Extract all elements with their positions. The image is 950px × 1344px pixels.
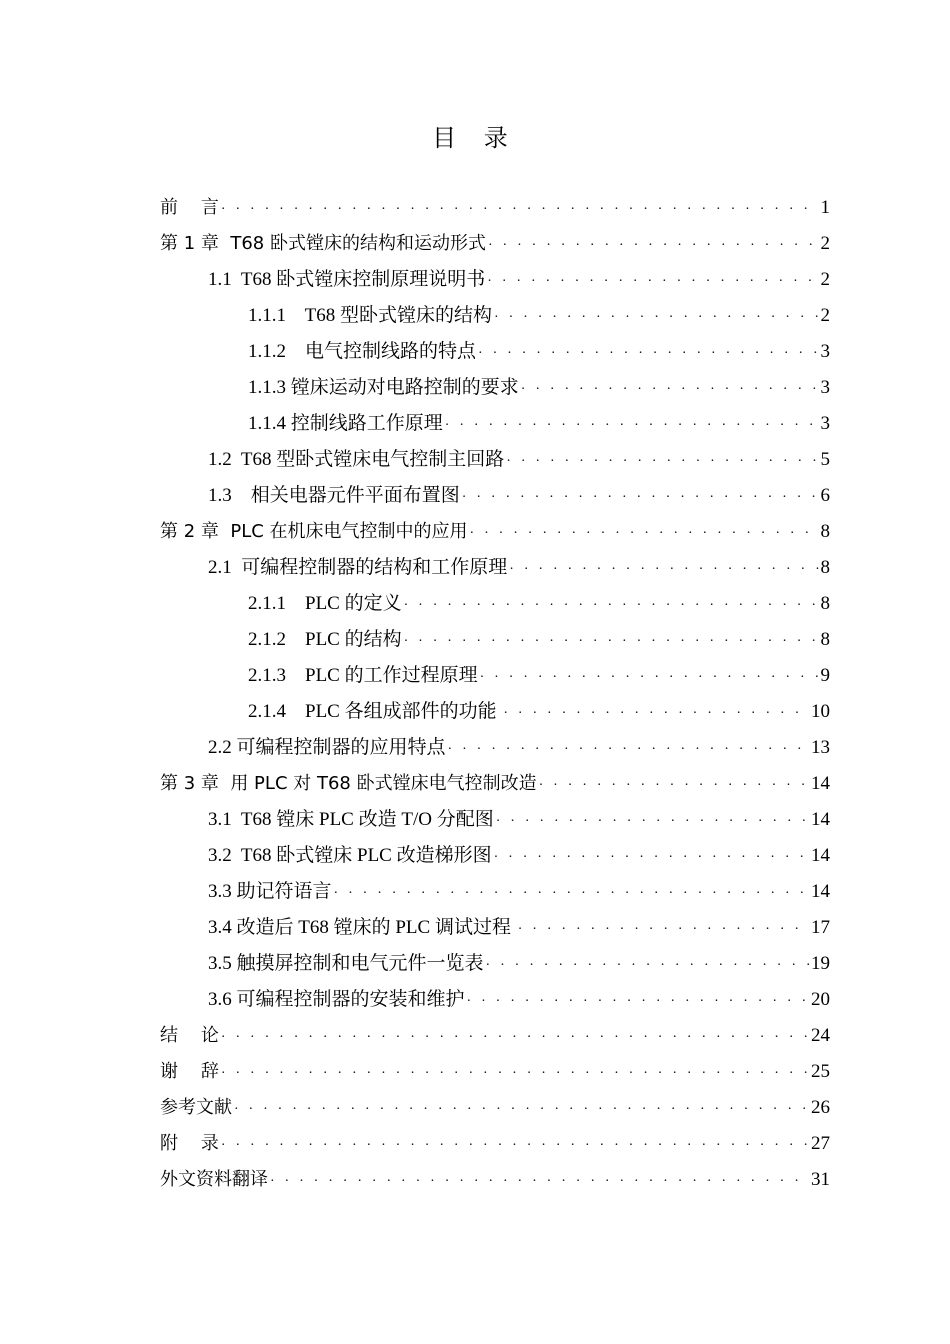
dot-leader xyxy=(404,588,819,624)
toc-entry[interactable] xyxy=(160,190,830,226)
toc-entry-label: 1.1 T68 卧式镗床控制原理说明书 xyxy=(208,269,486,290)
toc-entry[interactable] xyxy=(160,514,830,550)
toc-entry[interactable] xyxy=(160,1162,830,1198)
toc-entry[interactable] xyxy=(160,586,830,622)
dot-leader xyxy=(518,912,809,948)
toc-entry-page-number: 27 xyxy=(811,1133,830,1154)
toc-entry-page-number: 26 xyxy=(811,1097,830,1118)
toc-entry-label: 前 言 xyxy=(160,197,219,218)
dot-leader xyxy=(503,696,809,732)
toc-entry-label: 2.1.2 PLC 的结构 xyxy=(248,629,402,650)
toc-entry-label: 2.2 可编程控制器的应用特点 xyxy=(208,737,446,758)
page-title: 目 录 xyxy=(432,124,518,152)
toc-entry-label: 外文资料翻译 xyxy=(160,1169,268,1190)
toc-entry[interactable] xyxy=(160,910,830,946)
toc-entry-page-number: 8 xyxy=(820,557,830,578)
toc-entry-page-number: 2 xyxy=(820,269,830,290)
toc-entry-page-number: 24 xyxy=(811,1025,830,1046)
dot-leader xyxy=(470,516,819,552)
toc-entry-label: 3.2 T68 卧式镗床 PLC 改造梯形图 xyxy=(208,845,492,866)
toc-entry-page-number: 10 xyxy=(811,701,830,722)
toc-entry[interactable] xyxy=(160,622,830,658)
toc-entry[interactable] xyxy=(160,334,830,370)
toc-entry-label: 3.3 助记符语言 xyxy=(208,881,332,902)
dot-leader xyxy=(334,876,809,912)
toc-entry-page-number: 8 xyxy=(820,593,830,614)
dot-leader xyxy=(221,192,819,228)
toc-entry[interactable] xyxy=(160,1054,830,1090)
toc-entry[interactable] xyxy=(160,262,830,298)
toc-entry[interactable] xyxy=(160,478,830,514)
toc-entry-label: 第 2 章 PLC 在机床电气控制中的应用 xyxy=(160,521,468,542)
toc-entry-label: 1.1.3 镗床运动对电路控制的要求 xyxy=(248,377,519,398)
table-of-contents xyxy=(160,190,830,1198)
toc-entry[interactable] xyxy=(160,766,830,802)
toc-entry-page-number: 1 xyxy=(820,197,830,218)
toc-entry-label: 第 3 章 用 PLC 对 T68 卧式镗床电气控制改造 xyxy=(160,773,537,794)
dot-leader xyxy=(467,984,809,1020)
toc-entry-page-number: 20 xyxy=(811,989,830,1010)
toc-entry-label: 附 录 xyxy=(160,1133,219,1154)
dot-leader xyxy=(270,1164,809,1200)
toc-entry[interactable] xyxy=(160,298,830,334)
dot-leader xyxy=(480,660,819,696)
dot-leader xyxy=(445,408,819,444)
toc-entry-page-number: 9 xyxy=(820,665,830,686)
toc-entry-label: 3.6 可编程控制器的安装和维护 xyxy=(208,989,465,1010)
toc-entry-page-number: 2 xyxy=(820,233,830,254)
toc-entry-page-number: 5 xyxy=(820,449,830,470)
toc-entry[interactable] xyxy=(160,1018,830,1054)
toc-entry-page-number: 14 xyxy=(811,881,830,902)
dot-leader xyxy=(486,948,809,984)
toc-entry[interactable] xyxy=(160,982,830,1018)
toc-entry-page-number: 14 xyxy=(811,809,830,830)
toc-entry-label: 1.1.2 电气控制线路的特点 xyxy=(248,341,477,362)
dot-leader xyxy=(494,840,809,876)
toc-entry[interactable] xyxy=(160,838,830,874)
toc-entry-label: 1.3 相关电器元件平面布置图 xyxy=(208,485,460,506)
toc-entry-page-number: 6 xyxy=(820,485,830,506)
toc-entry-label: 2.1.3 PLC 的工作过程原理 xyxy=(248,665,478,686)
dot-leader xyxy=(404,624,819,660)
toc-entry-label: 2.1 可编程控制器的结构和工作原理 xyxy=(208,557,508,578)
toc-entry-page-number: 3 xyxy=(820,377,830,398)
toc-entry-label: 1.1.1 T68 型卧式镗床的结构 xyxy=(248,305,493,326)
toc-entry[interactable] xyxy=(160,370,830,406)
toc-entry-page-number: 2 xyxy=(820,305,830,326)
dot-leader xyxy=(509,552,818,588)
toc-entry[interactable] xyxy=(160,1126,830,1162)
dot-leader xyxy=(494,300,818,336)
toc-entry[interactable] xyxy=(160,550,830,586)
toc-entry-label: 3.1 T68 镗床 PLC 改造 T/O 分配图 xyxy=(208,809,494,830)
toc-entry[interactable] xyxy=(160,226,830,262)
toc-entry-page-number: 8 xyxy=(820,629,830,650)
dot-leader xyxy=(539,768,809,804)
dot-leader xyxy=(478,336,818,372)
toc-entry[interactable] xyxy=(160,802,830,838)
toc-entry-page-number: 3 xyxy=(820,413,830,434)
toc-entry[interactable] xyxy=(160,1090,830,1126)
toc-entry-label: 2.1.4 PLC 各组成部件的功能 xyxy=(248,701,502,722)
toc-entry-page-number: 31 xyxy=(811,1169,830,1190)
toc-entry-label: 3.4 改造后 T68 镗床的 PLC 调试过程 xyxy=(208,917,516,938)
toc-entry[interactable] xyxy=(160,442,830,478)
toc-entry-label: 3.5 触摸屏控制和电气元件一览表 xyxy=(208,953,484,974)
dot-leader xyxy=(221,1056,809,1092)
toc-entry-page-number: 17 xyxy=(811,917,830,938)
toc-entry-label: 1.1.4 控制线路工作原理 xyxy=(248,413,443,434)
dot-leader xyxy=(448,732,809,768)
toc-entry-page-number: 14 xyxy=(811,773,830,794)
toc-entry-page-number: 19 xyxy=(811,953,830,974)
dot-leader xyxy=(488,228,819,264)
toc-entry[interactable] xyxy=(160,694,830,730)
dot-leader xyxy=(521,372,819,408)
dot-leader xyxy=(234,1092,809,1128)
toc-entry-page-number: 8 xyxy=(820,521,830,542)
toc-entry-page-number: 25 xyxy=(811,1061,830,1082)
toc-entry[interactable] xyxy=(160,406,830,442)
toc-entry-page-number: 13 xyxy=(811,737,830,758)
toc-entry-label: 第 1 章 T68 卧式镗床的结构和运动形式 xyxy=(160,233,486,254)
toc-entry-label: 1.2 T68 型卧式镗床电气控制主回路 xyxy=(208,449,505,470)
dot-leader xyxy=(496,804,809,840)
toc-entry-label: 参考文献 xyxy=(160,1097,232,1118)
dot-leader xyxy=(506,444,818,480)
dot-leader xyxy=(487,264,818,300)
toc-entry-label: 结 论 xyxy=(160,1025,219,1046)
dot-leader xyxy=(221,1128,809,1164)
toc-entry[interactable] xyxy=(160,658,830,694)
toc-entry-label: 谢 辞 xyxy=(160,1061,219,1082)
toc-entry[interactable] xyxy=(160,946,830,982)
toc-entry-label: 2.1.1 PLC 的定义 xyxy=(248,593,402,614)
toc-entry[interactable] xyxy=(160,730,830,766)
toc-entry-page-number: 14 xyxy=(811,845,830,866)
toc-entry[interactable] xyxy=(160,874,830,910)
toc-entry-page-number: 3 xyxy=(820,341,830,362)
dot-leader xyxy=(221,1020,809,1056)
dot-leader xyxy=(462,480,819,516)
